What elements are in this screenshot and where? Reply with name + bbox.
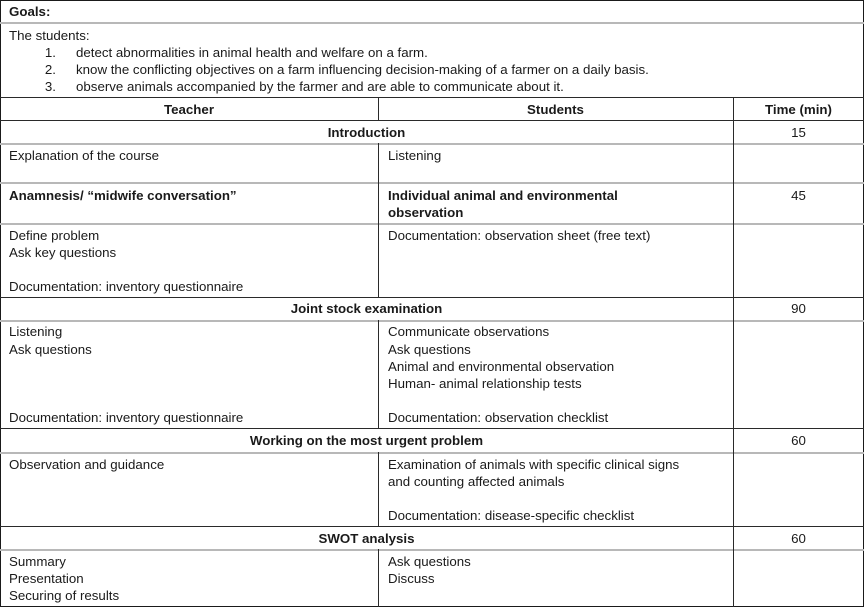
column-divider bbox=[378, 143, 379, 297]
section-title-anamnesis: Anamnesis/ “midwife conversation” bbox=[9, 188, 237, 203]
goals-intro: The students: bbox=[9, 28, 90, 43]
section-title-joint-stock: Joint stock examination bbox=[290, 301, 443, 316]
student-activity: Discuss bbox=[388, 571, 435, 586]
section-time: 45 bbox=[791, 188, 806, 203]
goal-number: 2. bbox=[44, 62, 56, 77]
column-divider bbox=[733, 97, 734, 607]
teacher-documentation: Documentation: inventory questionnaire bbox=[9, 279, 244, 294]
student-documentation: Documentation: observation checklist bbox=[388, 410, 609, 425]
column-header-students: Students bbox=[527, 102, 584, 117]
student-activity: Ask questions bbox=[388, 342, 471, 357]
teacher-activity: Presentation bbox=[9, 571, 84, 586]
divider bbox=[0, 97, 864, 98]
teacher-activity: Securing of results bbox=[9, 588, 120, 603]
section-title-observation: observation bbox=[388, 205, 464, 220]
student-activity: Human- animal relationship tests bbox=[388, 376, 582, 391]
student-activity: Ask questions bbox=[388, 554, 471, 569]
section-title-urgent-problem: Working on the most urgent problem bbox=[249, 433, 484, 448]
student-documentation: Documentation: observation sheet (free text) bbox=[388, 228, 651, 243]
divider bbox=[0, 452, 864, 454]
section-title-swot: SWOT analysis bbox=[318, 531, 415, 546]
section-time: 15 bbox=[791, 125, 806, 140]
teacher-activity: Ask key questions bbox=[9, 245, 117, 260]
teacher-activity: Summary bbox=[9, 554, 66, 569]
teacher-documentation: Documentation: inventory questionnaire bbox=[9, 410, 244, 425]
section-time: 60 bbox=[791, 433, 806, 448]
column-divider bbox=[378, 97, 379, 120]
divider bbox=[0, 120, 864, 121]
goals-title: Goals: bbox=[9, 4, 51, 19]
goal-text: know the conflicting objectives on a farm influencing decision-making of a farmer on a daily basis. bbox=[76, 62, 649, 77]
student-activity: Listening bbox=[388, 148, 442, 163]
goal-number: 1. bbox=[44, 45, 56, 60]
student-activity: Animal and environmental observation bbox=[388, 359, 615, 374]
student-documentation: Documentation: disease-specific checklist bbox=[388, 508, 635, 523]
divider bbox=[0, 223, 864, 225]
section-time: 90 bbox=[791, 301, 806, 316]
divider bbox=[0, 143, 864, 145]
teacher-activity: Listening bbox=[9, 324, 63, 339]
divider bbox=[0, 320, 864, 322]
section-time: 60 bbox=[791, 531, 806, 546]
divider bbox=[0, 549, 864, 551]
divider bbox=[0, 22, 864, 24]
divider bbox=[0, 297, 864, 298]
student-activity: and counting affected animals bbox=[388, 474, 565, 489]
goal-text: detect abnormalities in animal health and welfare on a farm. bbox=[76, 45, 428, 60]
goal-text: observe animals accompanied by the farmer and are able to communicate about it. bbox=[76, 79, 564, 94]
student-activity: Examination of animals with specific clinical signs bbox=[388, 457, 680, 472]
column-divider bbox=[378, 549, 379, 607]
divider bbox=[0, 526, 864, 527]
section-title-observation: Individual animal and environmental bbox=[388, 188, 618, 203]
column-header-time: Time (min) bbox=[765, 102, 832, 117]
column-divider bbox=[378, 320, 379, 428]
teacher-activity: Ask questions bbox=[9, 342, 92, 357]
column-header-teacher: Teacher bbox=[163, 102, 214, 117]
goal-number: 3. bbox=[44, 79, 56, 94]
teacher-activity: Observation and guidance bbox=[9, 457, 165, 472]
teacher-activity: Define problem bbox=[9, 228, 100, 243]
column-divider bbox=[378, 452, 379, 526]
divider bbox=[0, 182, 864, 184]
section-title-introduction: Introduction bbox=[327, 125, 406, 140]
student-activity: Communicate observations bbox=[388, 324, 550, 339]
divider bbox=[0, 428, 864, 429]
teacher-activity: Explanation of the course bbox=[9, 148, 160, 163]
